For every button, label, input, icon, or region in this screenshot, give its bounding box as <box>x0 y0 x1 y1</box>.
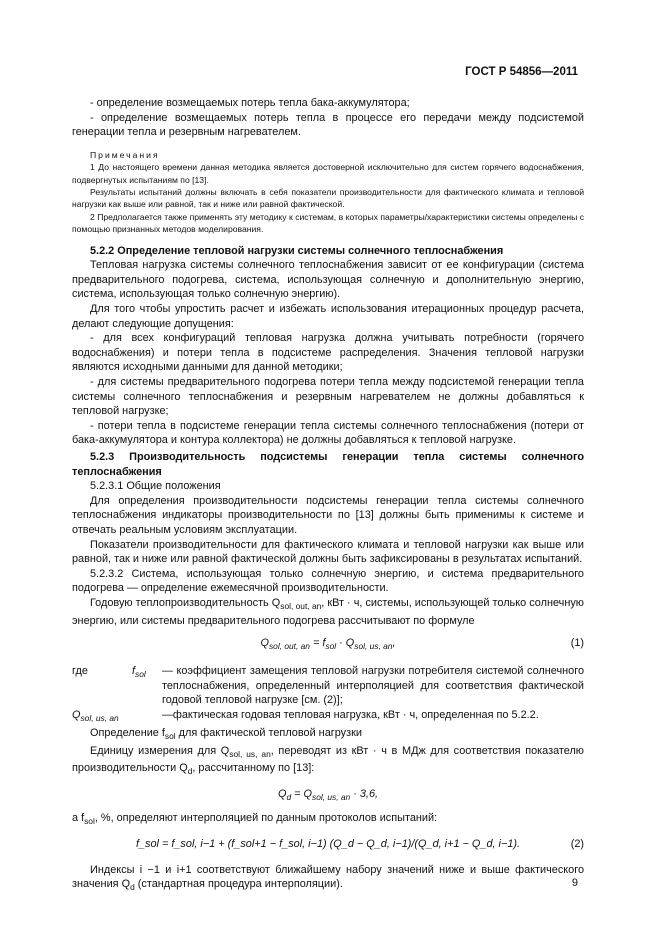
text-run: Единицу измерения для Q <box>90 744 230 757</box>
subscript: d <box>130 882 135 893</box>
subscript: sol <box>325 641 337 652</box>
subscript: sol <box>84 816 95 827</box>
paragraph: Тепловая нагрузка системы солнечного теплоснабжения зависит от ее конфигурации (система предварительного подогрева, система, использующая солнечную и дополнительную энергию, система, использующая только солнечную энергию). <box>72 259 584 301</box>
text-run: (стандартная процедура интерполяции). <box>134 878 343 891</box>
paragraph <box>72 726 584 744</box>
subscript: sol <box>164 730 176 741</box>
text-run: Индексы i −1 и i+1 соответствуют ближайшему набору значений ниже и выше фактического значения Q <box>72 863 584 891</box>
definition-term <box>72 708 162 726</box>
note-item: 2 Предполагается также применять эту методику к системам, в которых параметры/характеристики системы определены с помощью признанных методов моделирования. <box>72 211 584 235</box>
paragraph: Показатели производительности для фактического климата и тепловой нагрузки как выше или равной, так и ниже или равной фактической должны быть зафиксированы в результатах испытаний. <box>72 538 584 566</box>
text-run: , переводят из кВт · ч в МДж для соответствия показателю производительности Q <box>72 744 584 775</box>
subscript: sol, us, an <box>312 792 351 803</box>
text-run: Q <box>277 788 287 801</box>
definition-text: —фактическая годовая тепловая нагрузка, кВт · ч, определенная по 5.2.2. <box>162 709 539 722</box>
section-heading-5-2-2: 5.2.2 Определение тепловой нагрузки системы солнечного теплоснабжения <box>90 244 504 257</box>
text-run: , кВт · ч, системы, использующей только солнечную энергию, или системы предварительного подогрева рассчитывают по формуле <box>72 596 584 627</box>
notes-block <box>72 149 584 236</box>
formula-qd <box>72 779 584 811</box>
definition-row <box>72 664 584 708</box>
page-content <box>72 96 584 895</box>
list-item: - определение возмещаемых потерь тепла в процессе его передачи между подсистемой генерации тепла и резервным нагревателем. <box>72 111 584 139</box>
text-run: для фактической тепловой нагрузки <box>175 726 362 739</box>
note-item: Результаты испытаний должны включать в себя показатели производительности для фактического климата и тепловой нагрузки как выше или равной, так и ниже или равной фактической. <box>72 187 584 210</box>
formula-expression <box>72 636 584 654</box>
paragraph <box>72 744 584 780</box>
formula-expression <box>72 787 584 805</box>
text-run: Годовую теплопроизводительность Q <box>90 596 281 609</box>
notes-title: Примечания <box>90 149 160 160</box>
list-item: - определение возмещаемых потерь тепла бака-аккумулятора; <box>90 97 410 109</box>
text-run: Определение f <box>90 726 165 739</box>
page-number: 9 <box>571 877 578 889</box>
formula-number: (1) <box>570 637 584 650</box>
text-run: , <box>392 637 396 650</box>
text-run: · 3,6, <box>350 788 379 801</box>
text-run: , %, определяют интерполяцией по данным протоколов испытаний: <box>94 812 438 825</box>
text-run: Q <box>72 709 81 722</box>
formula-2 <box>72 829 584 863</box>
text-run: , рассчитанному по [13]: <box>192 762 315 775</box>
text-run: · Q <box>336 637 355 650</box>
subscript: d <box>187 766 193 777</box>
paragraph: - для системы предварительного подогрева потери тепла между подсистемой генерации тепла системы солнечного теплоснабжения и резервным нагревателем не должны добавляться к тепловой нагрузке; <box>72 375 584 418</box>
paragraph <box>72 863 584 895</box>
paragraph: - для всех конфигураций тепловая нагрузка должна учитывать потребности (горячего водоснабжения) и потери тепла в подсистеме распределения. Значения тепловой нагрузки являются исходными данными для данной методики; <box>72 332 584 374</box>
note-item: 1 До настоящего времени данная методика является достоверной исключительно для систем горячего водоснабжения, подвергнутых испытаниям по [13]. <box>72 162 584 185</box>
text-run: Q <box>260 637 269 650</box>
paragraph: 5.2.3.2 Система, использующая только солнечную энергию, и система предварительного подогрева — определение ежемесячной производительности. <box>72 567 584 595</box>
text-run: а f <box>72 812 85 825</box>
paragraph: - потери тепла в подсистеме генерации тепла системы солнечного теплоснабжения (потери от бака-аккумулятора и контура коллектора) не должны добавляться к тепловой нагрузке. <box>72 419 584 447</box>
formula-1 <box>72 628 584 658</box>
subscript: sol, out, an <box>280 601 322 612</box>
paragraph: Для того чтобы упростить расчет и избежать использования итерационных процедур расчета, делают следующие допущения: <box>72 303 584 330</box>
formula-expression: f_sol = f_sol, i−1 + (f_sol+1 − f_sol, i−1) (Q_d − Q_d, i−1)/(Q_d, i+1 − Q_d, i−1). <box>135 837 521 850</box>
text-run: f <box>132 665 136 678</box>
definition-text: — коэффициент замещения тепловой нагрузки потребителя системой солнечного теплоснабжения, определенный интерполяцией для соответствия фактической годовой тепловой нагрузке [см. (2)]; <box>162 665 584 707</box>
formula-number: (2) <box>570 837 584 850</box>
paragraph <box>72 596 584 628</box>
definition-row <box>72 708 584 726</box>
subscript: sol, us, an <box>354 641 393 652</box>
subscript: sol, us, an <box>80 713 119 724</box>
standard-header: ГОСТ Р 54856—2011 <box>465 66 578 78</box>
subsection-title: 5.2.3.1 Общие положения <box>90 480 221 493</box>
paragraph: Для определения производительности подсистемы генерации тепла системы солнечного теплоснабжения индикаторы производительности по [13] должны быть применимы к системе и отвечать реальным условиям эксплуатации. <box>72 494 584 536</box>
text-run: = f <box>309 637 326 650</box>
section-heading-5-2-3: 5.2.3 Производительность подсистемы генерации тепла системы солнечного теплоснабжения <box>72 450 584 478</box>
subscript: sol <box>135 669 146 680</box>
subscript: sol, out, an <box>268 641 310 652</box>
paragraph <box>72 811 584 829</box>
subscript: sol, us, an <box>229 748 271 759</box>
text-run: = Q <box>291 788 312 801</box>
subscript: d <box>286 792 292 803</box>
definition-term <box>132 664 162 708</box>
where-label: где <box>72 665 88 678</box>
